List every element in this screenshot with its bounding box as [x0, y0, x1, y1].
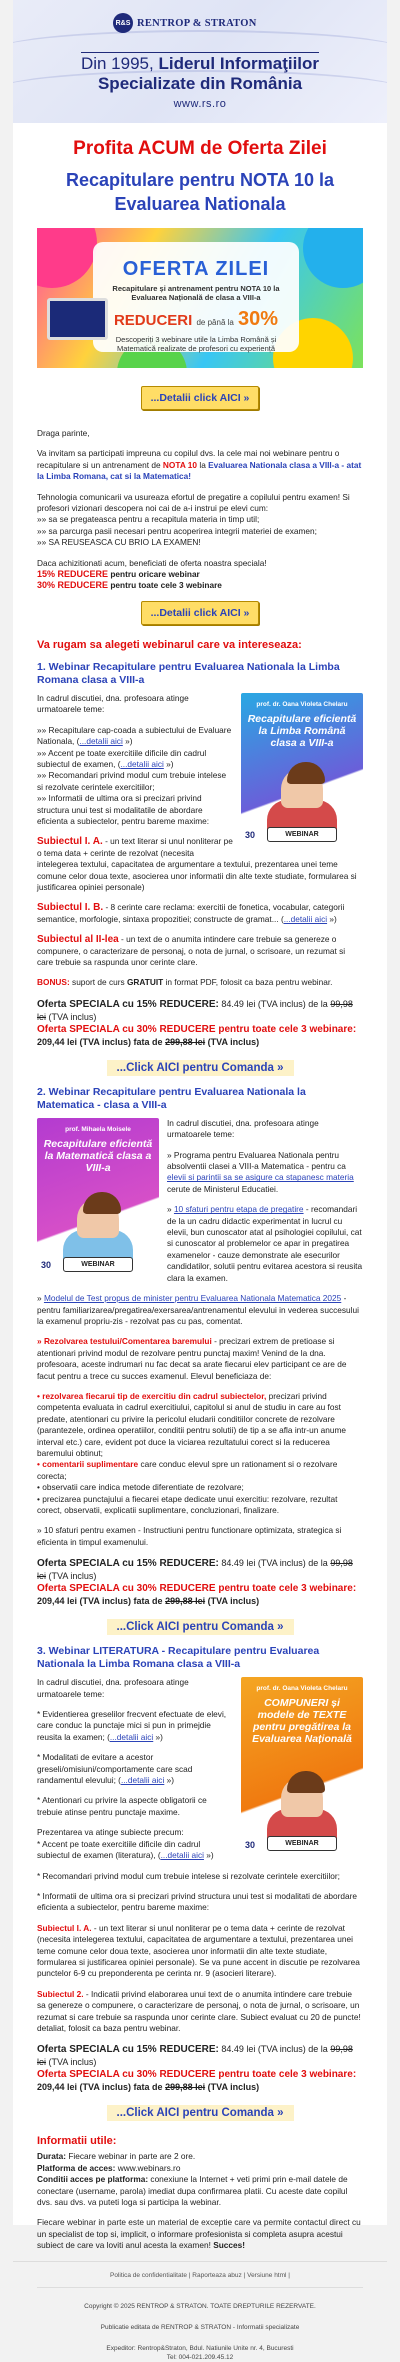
brand-seal-icon: R&S: [113, 13, 133, 33]
webinar2-link-1[interactable]: elevii si parintii sa se asigure ca stapanesc materia: [167, 1172, 354, 1183]
details-button-mid[interactable]: ...Detalii click AICI »: [141, 601, 260, 625]
laptop-icon: [47, 298, 108, 340]
webinar3-link-1[interactable]: ...detalii aici: [109, 1731, 154, 1742]
webinar2-order-button[interactable]: ...Click AICI pentru Comanda »: [107, 1619, 294, 1635]
webinar3-title[interactable]: 3. Webinar LITERATURA - Recapitulare pentru Evaluarea Nationala la Limba Romana clasa a VIII-a: [37, 1645, 320, 1671]
webinar3-link-3[interactable]: ...detalii aici: [160, 1850, 204, 1861]
offer-banner[interactable]: [37, 228, 363, 368]
offer-headline: Profita ACUM de Oferta Zilei: [73, 138, 327, 159]
anniversary-icon: 30: [245, 830, 256, 841]
webinar2-link-2[interactable]: 10 sfaturi pentru etapa de pregatire: [173, 1204, 304, 1215]
webinar3-image[interactable]: prof. dr. Oana Violeta Chelaru COMPUNERI și modele de TEXTE pentru pregătirea la Evaluarea Națională WEBINAR 30: [241, 1677, 363, 1857]
details-button-top[interactable]: ...Detalii click AICI »: [141, 386, 260, 410]
anniversary-icon: 30: [41, 1260, 52, 1271]
webinar1-offer: Oferta SPECIALA cu 15% REDUCERE: 84.49 lei (TVA inclus) de la 99,98 lei (TVA inclus) Oferta SPECIALA cu 30% REDUCERE pentru toate cele 3 webinare: 209,44 lei (TVA inclus) fata de 299,88 lei (TVA inclus): [37, 998, 357, 1047]
header-banner: [13, 0, 387, 123]
brand-logo[interactable]: [113, 13, 257, 33]
brand-name: RENTROP & STRATON: [137, 17, 257, 29]
webinar1-image[interactable]: prof. dr. Oana Violeta Chelaru Recapitulare eficientă la Limba Română clasa a VIII-a WEBINAR 30: [241, 693, 363, 848]
choose-heading: Va rugam sa alegeti webinarul care va intereseaza:: [37, 638, 302, 651]
footer-links[interactable]: Politica de confidentialitate | Raporteaza abuz | Versiune html |: [13, 2261, 387, 2287]
webinar1-link-2[interactable]: ...detalii aici: [120, 758, 164, 769]
webinar1-link-1[interactable]: ...detalii aici: [79, 736, 123, 747]
banner-title: OFERTA ZILEI: [122, 258, 270, 280]
webinar2-link-3[interactable]: Modelul de Test propus de minister pentru Evaluarea Nationala Matematica 2025: [43, 1293, 342, 1304]
footer-legal: Copyright © 2025 RENTROP & STRATON. TOATE DREPTURILE REZERVATE. Publicatie editata de RENTROP & STRATON - Informatii specializate Expeditor: Rentrop&Straton, Bdul. Natiunile Unite nr. 4, Bucuresti Tel: 004-021.209.45.12: [37, 2287, 363, 2362]
anniversary-icon: 30: [245, 1839, 256, 1850]
intro-text: Draga parinte, Va invitam sa participati impreuna cu copilul dvs. la cele mai noi webinare pentru o recapitulare si un antrenament de NOTA 10 la Evaluarea Nationala clasa a VIII-a - atat la Limba Romana, cat si la Matematica! Tehnologia comunicarii va usureaza efortul de pregatire a copilului pentru examen! Si profesori vizionari descopera noi cai de a-i instrui pe elevi cum: »» sa se pregateasca pentru a recapitula materia in timp util; »» sa parcurga pasii necesari pentru acoperirea integrii materiei de examen; »» SA REUSEASCA CU BRIO LA EXAMEN! Daca achizitionati acum, beneficiati de oferta noastra speciala! 15% REDUCERE pentru oricare webinar 30% REDUCERE pentru toate cele 3 webinare: [37, 428, 362, 591]
info-text: Durata: Fiecare webinar in parte are 2 ore. Platforma de acces: www.webinars.ro Conditii acces pe platforma: conexiune la Internet + veti primi prin e-mail datele de conectare (username, parola) imediat dupa confirmarea platii. Cu aceste date copilul dvs. sau dvs. va puteti loga si participa la webinar. Fiecare webinar in parte este un material de exceptie care va permite contactul direct cu un specialist de top si, implicit, o informare profesionista si completa asupra acestui subiect de care va loviti anul acesta la examen! Succes!: [37, 2151, 361, 2251]
offer-subtitle: Recapitulare pentru NOTA 10 la Evaluarea Nationala: [65, 170, 335, 214]
webinar3-offer: Oferta SPECIALA cu 15% REDUCERE: 84.49 lei (TVA inclus) de la 99,98 lei (TVA inclus) Oferta SPECIALA cu 30% REDUCERE pentru toate cele 3 webinare: 209,44 lei (TVA inclus) fata de 299,88 lei (TVA inclus): [37, 2044, 357, 2093]
webinar1-title[interactable]: 1. Webinar Recapitulare pentru Evaluarea Nationala la Limba Romana clasa a VIII-a: [37, 660, 340, 686]
banner-discount: REDUCERI de până la 30%: [113, 308, 279, 330]
webinar2-offer: Oferta SPECIALA cu 15% REDUCERE: 84.49 lei (TVA inclus) de la 99,98 lei (TVA inclus) Oferta SPECIALA cu 30% REDUCERE pentru toate cele 3 webinare: 209,44 lei (TVA inclus) fata de 299,88 lei (TVA inclus): [37, 1558, 357, 1607]
webinar2-title[interactable]: 2. Webinar Recapitulare pentru Evaluarea Nationala la Matematica - clasa a VIII-a: [37, 1085, 306, 1111]
info-heading: Informatii utile:: [37, 2135, 117, 2148]
webinar3-order-button[interactable]: ...Click AICI pentru Comanda »: [107, 2105, 294, 2121]
banner-description: Descoperiți 3 webinare utile la Limba Română și Matematică realizate de profesori cu experiență: [115, 335, 277, 353]
banner-subtitle: Recapitulare și antrenament pentru NOTA 10 la Evaluarea Națională de clasa a VIII-a: [112, 284, 280, 302]
webinar3-link-2[interactable]: ...detalii aici: [120, 1775, 165, 1786]
header-url[interactable]: www.rs.ro: [173, 98, 227, 110]
webinar2-image[interactable]: prof. Mihaela Moisele Recapitulare eficientă la Matematică clasa a VIII-a WEBINAR 30: [37, 1118, 159, 1278]
webinar1-order-button[interactable]: ...Click AICI pentru Comanda »: [107, 1060, 294, 1076]
header-tagline: Din 1995, Liderul Informaţiilor Specializate din România: [80, 54, 320, 93]
webinar1-link-3[interactable]: ...detalii aici: [283, 913, 328, 924]
email-container: R&S RENTROP & STRATON Din 1995, Liderul Informaţiilor Specializate din România www.rs.ro Profita ACUM de Oferta Zilei Recapitulare pentru NOTA 10 la Evaluarea Nationala OFERTA ZILEI Recapitulare și antrenament pentru NOTA 10 la Evaluarea Națională de clasa a VIII-a REDUCERI de până la 30% Descoperiți 3 webinare utile la Limba Română și Matematică realizate de profesori cu experiență ...Detalii click AICI » Draga parinte, Va invitam sa participati impreuna cu copilul dvs. la cele mai noi webinare pentru o recapitulare si un antrenament de NOTA 10 la Evaluarea Nationala clasa a VIII-a - atat la Limba Romana, cat si la Matematica! Tehnologia comunicarii va usureaza efortul de pregatire a copilului pentru examen! Si profesori vizionari descopera noi cai de a-i instrui pe elevi cum: »» sa se pregateasca pentru a recapitula materia in timp util; »» sa parcurga pasii necesari pentru acoperirea integrii materiei de examen; »» SA REUSEASCA CU BRIO LA EXAMEN! Daca achizitionati acum, beneficiati de oferta noastra speciala! 15% REDUCERE pentru oricare webinar 30% REDUCERE pentru toate cele 3 webinare ...Detalii click AICI » Va rugam sa alegeti webinarul care va intereseaza: 1. Webinar Recapitulare pentru Evaluarea Nationala la Limba Romana clasa a VIII-a prof. dr. Oana Violeta Chelaru Recapitulare eficientă la Limba Română clasa a VIII-a WEBINAR 30 In cadrul discutiei, dna. profesoara atinge urmatoarele teme: »» Recapitulare cap-coada a subiectului de Evaluare Nationala, (...detalii aici ») »» Accent pe toate exercitiile dificile din cadrul subiectul de examen, (...detalii aici ») »» Recomandari privind modul cum trebuie intelese si rezolvate cerintele exercitiilor; »» Informatii de ultima ora si precizari privind structura unui test si modalitatile de abordare eficienta a subiectelor, pentru bareme maxime: Subiectul I. A. - un text literar si unul nonliterar pe o tema data + cerinte de rezolvat (necesita intelegerea textului, capacitatea de argumentare a textului, prezentarea unei teme comune celor doua texte, asocierea unor informatii din alte texte studiate, formularea si justificarea opiniei personale) Subiectul I. B. - 8 cerinte care reclama: exercitii de fonetica, vocabular, categorii semantice, morfologie, sintaxa propozitiei; constructe de gramat... (...detalii aici ») Subiectul al II-lea - un text de o anumita intindere care trebuie sa genereze o compunere, o caracterizare de personaj, o nota de jurnal, o scrisoare, un rezumat si care trebuie sa raspunda unor cerinte clare. BONUS: suport de curs GRATUIT in format PDF, folosit ca baza pentru webinar. Oferta SPECIALA cu 15% REDUCERE: 84.49 lei (TVA inclus) de la 99,98 lei (TVA inclus) Oferta SPECIALA cu 30% REDUCERE pentru toate cele 3 webinare: 209,44 lei (TVA inclus) fata de 299,88 lei (TVA inclus) ...Click AICI pentru Comanda » 2. Webinar Recapitulare pentru Evaluarea Nationala la Matematica - clasa a VIII-a prof. Mihaela Moisele Recapitulare eficientă la Matematică clasa a VIII-a WEBINAR 30 In cadrul discutiei, dna. profesoara atinge urmatoarele teme: » Programa pentru Evaluarea Nationala pentru absolventii clasei a VIII-a Matematica - pentru ca elevii si parintii sa se asigure ca stapanesc materia cerute de Ministerul Educatiei. » 10 sfaturi pentru etapa de pregatire - recomandari de la un cadru didactic experimentat in lucrul cu elevii, bun cunoscator atat al psihologiei copilului, cat si cunoscator al problemelor ce apar in pregatirea examenelor - cauze demonstrate ale esecurilor candidatilor, solutii pentru evitarea acestora si reusita clara la examen. » Modelul de Test propus de minister pentru Evaluarea Nationala Matematica 2025 - pentru familiarizarea/pregatirea/exersarea/antrenamentul elevului in vederea succesului la examenul propriu-zis - rezolvat pas cu pas, comentat. » Rezolvarea testului/Comentarea baremului - precizari extrem de pretioase si atentionari privind modul de rezolvare pentru punctaj maxim! Venind de la dna. profesoara, aceste indrumari nu fac decat sa arate fiecarui elev participant ce are de facut pentru a trece cu succes examenul. Elevul beneficiaza de: • rezolvarea fiecarui tip de exercitiu din cadrul subiectelor, precizari privind competenta evaluata in cadrul exercitiului, capitolul si anul de studiu in care au fost predate, atentionari cu privire la pericolul eludarii conditiilor concrete de rezolvare (parantezele, ordinea operatiilor, conditii pentru solutii) de tip a se afla intr-un anume interval etc.) care, evident pot duce la viciarea rezultatului corect si la reducerea baremului obtinut; • comentarii suplimentare care conduc elevul spre un rationament si o rezolvare corecta; • observatii care indica metode diferentiate de rezolvare; • precizarea punctajului a fiecarei etape dedicate unui exercitiu: rezolvare, rezultat corect, observatii, explicatii suplimentare, concluzionari, finalizare. » 10 sfaturi pentru examen - Instructiuni pentru functionare optimizata, strategica si eficienta in timpul examenului. Oferta SPECIALA cu 15% REDUCERE: 84.49 lei (TVA inclus) de la 99,98 lei (TVA inclus) Oferta SPECIALA cu 30% REDUCERE pentru toate cele 3 webinare: 209,44 lei (TVA inclus) fata de 299,88 lei (TVA inclus) ...Click AICI pentru Comanda » 3. Webinar LITERATURA - Recapitulare pentru Evaluarea Nationala la Limba Romana clasa a VIII-a prof. dr. Oana Violeta Chelaru COMPUNERI și modele de TEXTE pentru pregătirea la Evaluarea Națională WEBINAR 30 In cadrul discutiei, dna. profesoara atinge urmatoarele teme: * Evidentierea greselilor frecvent efectuate de elevi, care conduc la punctaje mici si pun in primejdie reusita la examen; (...detalii aici ») * Modalitati de evitare a acestor greseli/omisiuni/comportamente care scad randamentul elevului; (...detalii aici ») * Atentionari cu privire la aspecte obligatorii ce trebuie atinse pentru punctaje maxime. Prezentarea va atinge subiecte precum: * Accent pe toate exercitiile dificile din cadrul subiectul de examen (literatura), (...detalii aici ») * Recomandari privind modul cum trebuie intelese si rezolvate cerintele exercitiilor; * Informatii de ultima ora si precizari privind structura unui test si modalitati de abordare eficienta a subiectelor, pentru bareme maxime: Subiectul I. A. - un text literar si unul nonliterar pe o tema data + cerinte de rezolvat (necesita intelegerea textului, capacitatea de argumentare a textului, prezentarea unei teme comune celor doua texte, asocierea unor informatii din alte texte studiate, formularea si justificarea opiniei personale). Se va pune accent in discutie pe rezolvarea punctelor 6-9 cu preponderenta pe cerinta nr. 9 (asocieri literare). Subiectul 2. - Indicatii privind elaborarea unui text de o anumita intindere care trebuie sa genereze o compunere, o caracterizare de personaj, o nota de jurnal, o scrisoare, un rezumat si care trebuie sa raspunda unor cerinte clare. Subiect evaluat cu 20 de puncte! detaliat, folosit ca baza pentru webinar. Oferta SPECIALA cu 15% REDUCERE: 84.49 lei (TVA inclus) de la 99,98 lei (TVA inclus) Oferta SPECIALA cu 30% REDUCERE pentru toate cele 3 webinare: 209,44 lei (TVA inclus) fata de 299,88 lei (TVA inclus) ...Click AICI pentru Comanda » Informatii utile: Durata: Fiecare webinar in parte are 2 ore. Platforma de acces: www.webinars.ro Conditii acces pe platforma: conexiune la Internet + veti primi prin e-mail datele de conectare (username, parola) imediat dupa confirmarea platii. Cu aceste date copilul dvs. sau dvs. va puteti loga si participa la webinar. Fiecare webinar in parte este un material de exceptie care va permite contactul direct cu un specialist de top si, implicit, o informare profesionista si completa asupra acestui subiect de care va loviti anul acesta la examen! Succes! Politica de confidentialitate | Raporteaza abuz | Versiune html | Copyright © 2025 RENTROP & STRATON. TOATE DREPTURILE REZERVATE. Publicatie editata de RENTROP & STRATON - Informatii specializate Expeditor: Rentrop&Straton, Bdul. Natiunile Unite nr. 4, Bucuresti Tel: 004-021.209.45.12: [13, 0, 387, 2225]
